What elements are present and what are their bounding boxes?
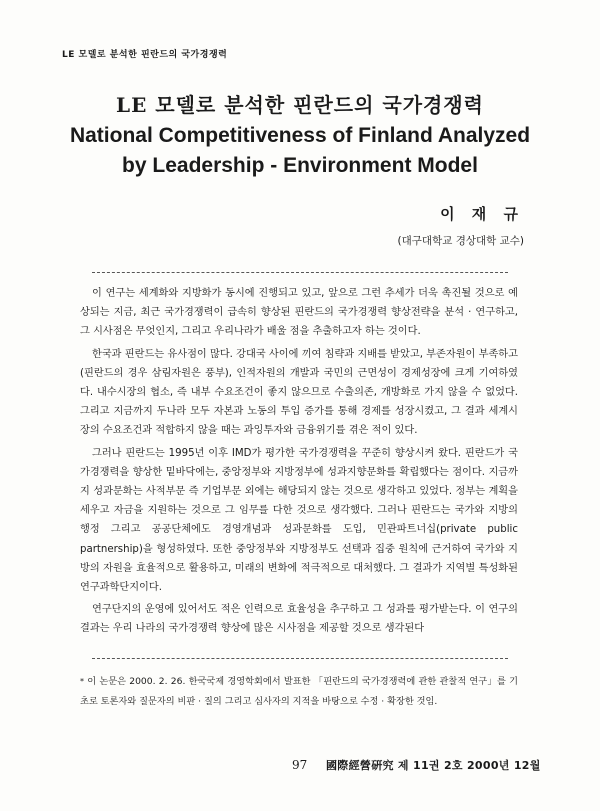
page-number: 97 [292, 758, 308, 772]
abstract-paragraph: 이 연구는 세계화와 지방화가 동시에 진행되고 있고, 앞으로 그런 추세가 더욱 촉진될 것으로 예상되는 지금, 최근 국가경쟁력이 급속히 향상된 핀란드의 국가경쟁력 향상전략을 분석 · 연구하고, 그 시사점은 무엇인지, 그리고 우리나라가 배울 점을 추출하고자 하는 것이다. [80, 288, 518, 338]
abstract-paragraph: 연구단지의 운영에 있어서도 적은 인력으로 효율성을 추구하고 그 성과를 평가받는다. 이 연구의 결과는 우리 나라의 국가경쟁력 향상에 많은 시사점을 제공할 것으로 생각된다 [80, 604, 518, 635]
abstract-paragraph: 한국과 핀란드는 유사점이 많다. 강대국 사이에 끼여 침략과 지배를 받았고, 부존자원이 부족하고(핀란드의 경우 삼림자원은 풍부), 인적자원의 개발과 국민의 근면성이 경제성장에 크게 기여하였다. 내수시장의 협소, 즉 내부 수요조건이 좋지 않으므로 수출의존, 개방화로 가지 않을 수 없었다. 그리고 지금까지 두나라 모두 자본과 노동의 투입 증가를 통해 경제를 성장시켰고, 그 결과 세계시장의 수요조건과 적합하지 않을 때는 과잉투자와 금융위기를 겪은 적이 있다. [80, 348, 518, 437]
author-affiliation: (대구대학교 경상대학 교수) [397, 235, 524, 247]
footnote-text: 이 논문은 2000. 2. 26. 한국국제 경영학회에서 발표한 「핀란드의 국가경쟁력에 관한 관찰적 연구」를 기초로 토론자와 질문자의 비판 · 질의 그리고 심사자의 지적을 바탕으로 수정 · 확장한 것임. [80, 676, 518, 707]
abstract-body [80, 284, 518, 642]
abstract-paragraph: 그러나 핀란드는 1995년 이후 IMD가 평가한 국가경쟁력을 꾸준히 향상시켜 왔다. 핀란드가 국가경쟁력을 향상한 밑바닥에는, 중앙정부와 지방정부에 성과지향문화를 확립했다는 점이다. 지금까지 성과문화는 사적부문 즉 기업부문 외에는 해당되지 않는 것으로 생각하고 있었다. 정부는 계획을 세우고 자금을 지원하는 것으로 그 임무를 다한 것으로 생각했다. 그러나 핀란드는 국가와 지방의 행정 그리고 공공단체에도 경영개념과 성과문화를 도입, 민관파트너십(private public partnership)을 형성하였다. 또한 중앙정부와 지방정부도 선택과 집중 원칙에 근거하여 국가와 지방의 자원을 효율적으로 활용하고, 미래의 변화에 적극적으로 대처했다. 그 결과가 지역별 특성화된 연구과학단지이다. [80, 447, 518, 594]
running-header: LE 모델로 분석한 핀란드의 국가경쟁력 [62, 50, 228, 60]
journal-info: 國際經營硏究 제 11권 2호 2000년 12월 [326, 759, 541, 772]
footnote-mark: * [80, 677, 84, 686]
author-name: 이 재 규 [440, 205, 524, 223]
abstract-bottom-rule [92, 658, 508, 659]
title-english-line1: National Competitiveness of Finland Analyzed [69, 124, 531, 147]
footnote [80, 672, 518, 712]
title-english-line2: by Leadership - Environment Model [122, 154, 478, 177]
abstract-top-rule [92, 272, 508, 273]
title-korean: LE 모델로 분석한 핀란드의 국가경쟁력 [116, 93, 484, 117]
